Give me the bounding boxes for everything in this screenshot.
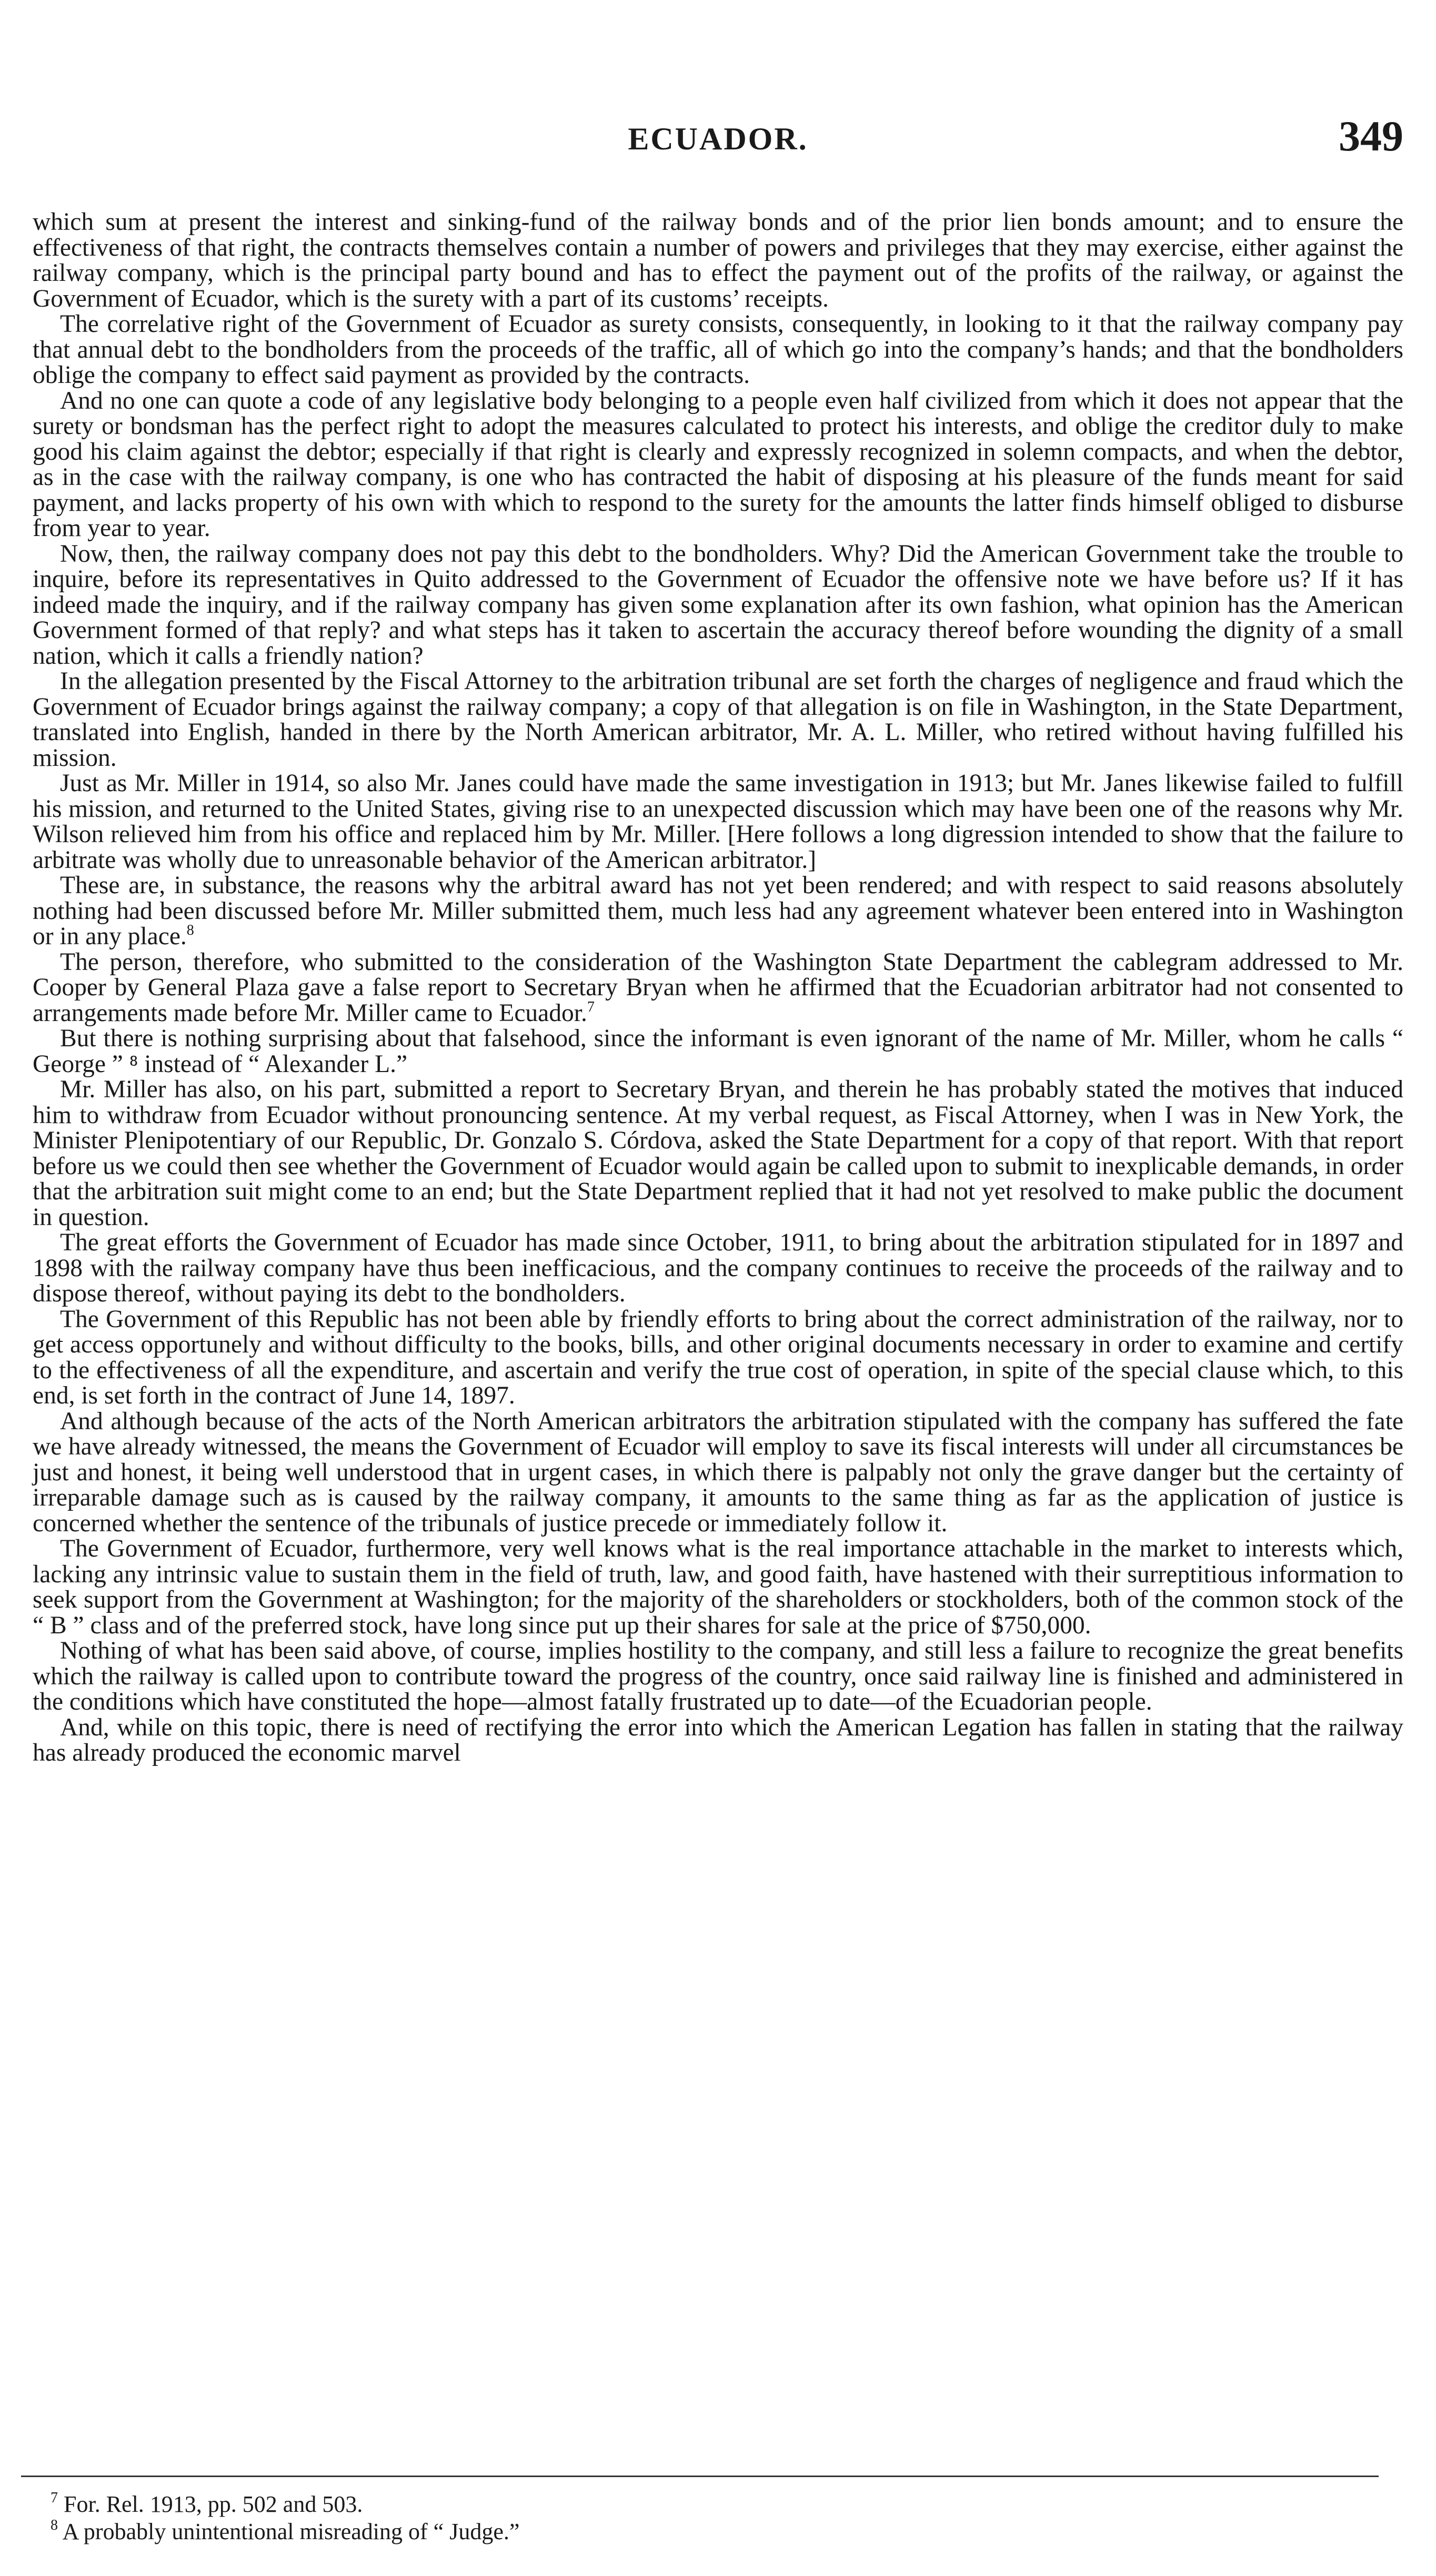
footnote-text: A probably unintentional misreading of “ Judge.” xyxy=(62,2519,520,2544)
footnote-7 xyxy=(33,2491,1403,2518)
paragraph-11 xyxy=(33,1230,1403,1307)
paragraph-text: These are, in substance, the reasons why the arbitral award has not yet been rendered; and with respect to said reasons absolutely nothing had been discussed before Mr. Miller submitted them, much less had any agreement whatever been entered into in Washington or in any place. xyxy=(33,872,1403,950)
paragraph-9 xyxy=(33,1026,1403,1077)
body-text xyxy=(33,209,1403,1766)
footnote-divider xyxy=(21,2476,1379,2477)
running-title: ECUADOR. xyxy=(628,122,808,156)
paragraph-text: which sum at present the interest and sinking-fund of the railway bonds and of the prior lien bonds amount; and to ensure the effectiveness of that right, the contracts themselves contain a number of powers and privileges that they may exercise, either against the railway company, which is the principal party bound and has to effect the payment out of the profits of the railway, or against the Government of Ecuador, which is the surety with a part of its customs’ receipts. xyxy=(33,208,1403,312)
paragraph-7 xyxy=(33,873,1403,949)
paragraph-text: And although because of the acts of the North American arbitrators the arbitration stipulated with the company has suffered the fate we have already witnessed, the means the Government of Ecuador will employ to save its fiscal interests will under all circumstances be just and honest, it being well understood that in urgent cases, in which there is palpably not only the grave danger but the certainty of irreparable damage such as is caused by the railway company, it amounts to the same thing as far as the application of justice is concerned whether the sentence of the tribunals of justice precede or immediately follow it. xyxy=(33,1407,1403,1537)
paragraph-10 xyxy=(33,1077,1403,1230)
paragraph-text: Nothing of what has been said above, of course, implies hostility to the company, and still less a failure to recognize the great benefits which the railway is called upon to contribute toward the progress of the country, once said railway line is finished and administered in the conditions which have constituted the hope—almost fatally frustrated up to date—of the Ecuadorian people. xyxy=(33,1637,1403,1715)
paragraph-8 xyxy=(33,949,1403,1026)
footnote-text: For. Rel. 1913, pp. 502 and 503. xyxy=(64,2491,363,2517)
paragraph-text: The correlative right of the Government of Ecuador as surety consists, consequently, in looking to it that the railway company pay that annual debt to the bondholders from the proceeds of the traffic, all of which go into the company’s hands; and that the bondholders oblige the company to effect said payment as provided by the contracts. xyxy=(33,310,1403,389)
paragraph-16 xyxy=(33,1715,1403,1766)
paragraph-text: Just as Mr. Miller in 1914, so also Mr. Janes could have made the same investigation in 1913; but Mr. Janes likewise failed to fulfill his mission, and returned to the United States, giving rise to an unexpected discussion which may have been one of the reasons why Mr. Wilson relieved him from his office and replaced him by Mr. Miller. [Here follows a long digression intended to show that the failure to arbitrate was wholly due to unreasonable behavior of the American arbitrator.] xyxy=(33,770,1403,874)
paragraph-6 xyxy=(33,771,1403,873)
footnote-8 xyxy=(33,2518,1403,2545)
footnote-mark: 8 xyxy=(51,2517,58,2533)
paragraph-1 xyxy=(33,209,1403,311)
paragraph-text: And no one can quote a code of any legislative body belonging to a people even half civilized from which it does not appear that the surety or bondsman has the perfect right to adopt the measures calculated to protect his interests, and oblige the creditor duly to make good his claim against the debtor; especially if that right is clearly and expressly recognized in solemn compacts, and when the debtor, as in the case with the railway company, is one who has contracted the habit of disposing at his pleasure of the funds meant for said payment, and lacks property of his own with which to respond to the surety for the amounts the latter finds himself obliged to disburse from year to year. xyxy=(33,387,1403,542)
paragraph-text: The Government of this Republic has not been able by friendly efforts to bring about the correct administration of the railway, nor to get access opportunely and without difficulty to the books, bills, and other original documents necessary in order to examine and certify to the effectiveness of all the expenditure, and ascertain and verify the true cost of operation, in spite of the special clause which, to this end, is set forth in the contract of June 14, 1897. xyxy=(33,1305,1403,1409)
paragraph-2 xyxy=(33,311,1403,388)
footnotes xyxy=(33,2491,1403,2545)
footnote-mark: 7 xyxy=(51,2490,58,2506)
page-number: 349 xyxy=(1339,112,1403,160)
paragraph-4 xyxy=(33,541,1403,669)
paragraph-text: The person, therefore, who submitted to the consideration of the Washington State Department the cablegram addressed to Mr. Cooper by General Plaza gave a false report to Secretary Bryan when he affirmed that the Ecuadorian arbitrator had not consented to arrangements made before Mr. Miller came to Ecuador. xyxy=(33,948,1403,1027)
paragraph-text: Mr. Miller has also, on his part, submitted a report to Secretary Bryan, and therein he has probably stated the motives that induced him to withdraw from Ecuador without pronouncing sentence. At my verbal request, as Fiscal Attorney, when I was in New York, the Minister Plenipotentiary of our Republic, Dr. Gonzalo S. Córdova, asked the State Department for a copy of that report. With that report before us we could then see whether the Government of Ecuador would again be called upon to submit to inexplicable demands, in order that the arbitration suit might come to an end; but the State Department replied that it had not yet resolved to make public the document in question. xyxy=(33,1076,1403,1231)
paragraph-text: In the allegation presented by the Fiscal Attorney to the arbitration tribunal are set forth the charges of negligence and fraud which the Government of Ecuador brings against the railway company; a copy of that allegation is on file in Washington, in the State Department, translated into English, handed in there by the North American arbitrator, Mr. A. L. Miller, who retired without having fulfilled his mission. xyxy=(33,668,1403,772)
running-head xyxy=(33,112,1403,159)
paragraph-14 xyxy=(33,1536,1403,1638)
paragraph-3 xyxy=(33,388,1403,541)
paragraph-text: But there is nothing surprising about that falsehood, since the informant is even ignorant of the name of Mr. Miller, whom he calls “ George ” ⁸ instead of “ Alexander L.” xyxy=(33,1025,1403,1078)
paragraph-text: Now, then, the railway company does not pay this debt to the bondholders. Why? Did the American Government take the trouble to inquire, before its representatives in Quito addressed to the Government of Ecuador the offensive note we have before us? If it has indeed made the inquiry, and if the railway company has given some explanation after its own fashion, what opinion has the American Government formed of that reply? and what steps has it taken to ascertain the accuracy thereof before wounding the dignity of a small nation, which it calls a friendly nation? xyxy=(33,540,1403,670)
paragraph-13 xyxy=(33,1409,1403,1537)
paragraph-5 xyxy=(33,669,1403,771)
footnote-ref: 8 xyxy=(186,922,194,938)
footnote-ref: 7 xyxy=(587,998,595,1015)
paragraph-text: The Government of Ecuador, furthermore, very well knows what is the real importance attachable in the market to interests which, lacking any intrinsic value to sustain them in the field of truth, law, and good faith, have hastened with their surreptitious information to seek support from the Government at Washington; for the majority of the shareholders or stockholders, both of the common stock of the “ B ” class and of the preferred stock, have long since put up their shares for sale at the price of $750,000. xyxy=(33,1535,1403,1639)
paragraph-12 xyxy=(33,1307,1403,1409)
paragraph-15 xyxy=(33,1638,1403,1715)
paragraph-text: The great efforts the Government of Ecuador has made since October, 1911, to bring about the arbitration stipulated for in 1897 and 1898 with the railway company have thus been inefficacious, and the company continues to receive the proceeds of the railway and to dispose thereof, without paying its debt to the bondholders. xyxy=(33,1229,1403,1307)
paragraph-text: And, while on this topic, there is need of rectifying the error into which the American Legation has fallen in stating that the railway has already produced the economic marvel xyxy=(33,1713,1403,1766)
